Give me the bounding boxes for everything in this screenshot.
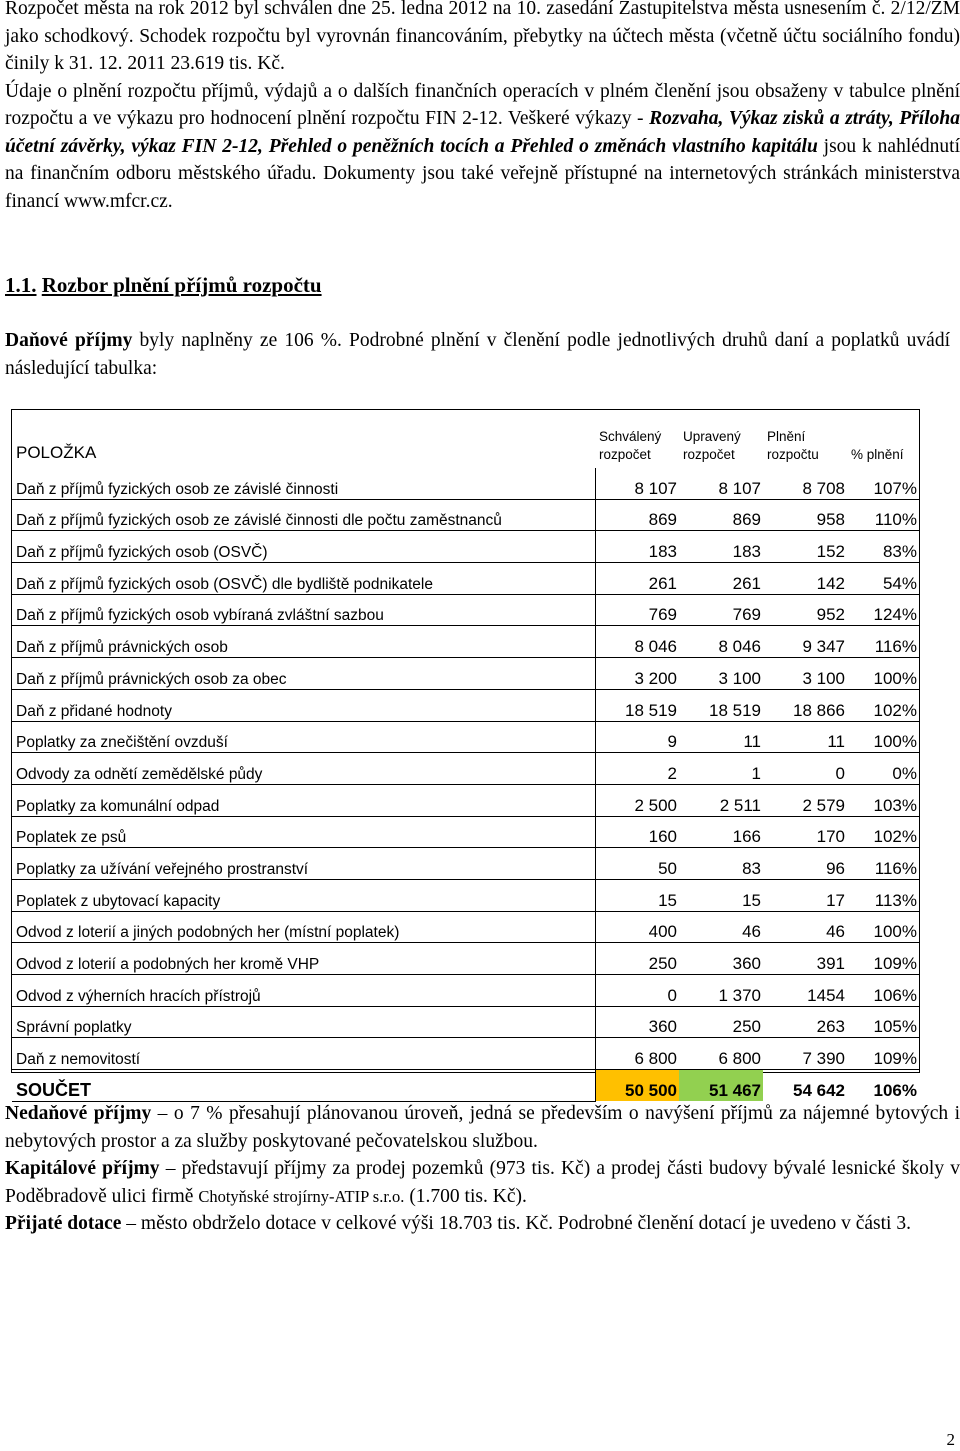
row-upraveny: 3 100	[679, 658, 763, 690]
row-plneni: 952	[763, 594, 847, 626]
tax-table-frame	[11, 409, 920, 1101]
tax-income-label: Daňové příjmy	[5, 330, 133, 351]
table-row	[12, 848, 919, 880]
row-plneni: 263	[763, 1006, 847, 1038]
row-plneni: 3 100	[763, 658, 847, 690]
row-plneni: 0	[763, 753, 847, 785]
intro-text	[5, 0, 960, 215]
row-item-name: Daň z příjmů fyzických osob ze závislé činnosti	[12, 468, 595, 499]
row-schvaleny: 3 200	[595, 658, 679, 690]
row-upraveny: 166	[679, 816, 763, 848]
row-upraveny: 8 107	[679, 468, 763, 499]
row-schvaleny: 869	[595, 499, 679, 531]
row-item-name: Daň z příjmů fyzických osob (OSVČ)	[12, 531, 595, 563]
row-item-name: Poplatek z ubytovací kapacity	[12, 879, 595, 911]
capital-label: Kapitálové příjmy	[5, 1158, 160, 1179]
row-plneni: 11	[763, 721, 847, 753]
row-procento: 100%	[847, 911, 919, 943]
table-row	[12, 1006, 919, 1038]
row-plneni: 7 390	[763, 1038, 847, 1070]
row-item-name: Odvod z loterií a podobných her kromě VHP	[12, 943, 595, 975]
row-schvaleny: 15	[595, 879, 679, 911]
row-plneni: 142	[763, 563, 847, 595]
capital-text: – představují příjmy za prodej pozemků (973 tis. Kč) a prodej části budovy bývalé lesnické školy v Poděbradově ulici firmě	[5, 1158, 960, 1207]
table-row	[12, 721, 919, 753]
grants-text: – město obdrželo dotace v celkové výši 18.703 tis. Kč. Podrobné členění dotací je uvedeno v části 3.	[121, 1213, 911, 1234]
row-plneni: 96	[763, 848, 847, 880]
row-plneni: 1454	[763, 975, 847, 1007]
row-schvaleny: 18 519	[595, 689, 679, 721]
table-row	[12, 563, 919, 595]
row-schvaleny: 160	[595, 816, 679, 848]
non-tax-paragraph	[5, 1100, 960, 1155]
sum-upraveny: 51 467	[679, 1070, 763, 1102]
row-upraveny: 15	[679, 879, 763, 911]
row-item-name: Daň z přidané hodnoty	[12, 689, 595, 721]
row-plneni: 46	[763, 911, 847, 943]
row-procento: 102%	[847, 689, 919, 721]
tax-income-text: byly naplněny ze 106 %. Podrobné plnění v členění podle jednotlivých druhů daní a poplatků uvádí následující tabulka:	[5, 330, 950, 379]
row-plneni: 958	[763, 499, 847, 531]
table-row	[12, 689, 919, 721]
row-schvaleny: 250	[595, 943, 679, 975]
row-upraveny: 8 046	[679, 626, 763, 658]
sum-procento: 106%	[873, 1081, 917, 1101]
row-procento: 83%	[847, 531, 919, 563]
table-row	[12, 499, 919, 531]
report-names: Rozvaha, Výkaz zisků a ztráty, Příloha účetní závěrky, výkaz FIN 2-12, Přehled o peněžních tocích a Přehled o změnách vlastního kapitálu	[5, 108, 960, 157]
grants-label: Přijaté dotace	[5, 1213, 122, 1234]
section-title: Rozbor plnění příjmů rozpočtu	[41, 273, 322, 297]
row-item-name: Daň z příjmů právnických osob za obec	[12, 658, 595, 690]
sum-schvaleny: 50 500	[595, 1070, 679, 1102]
row-schvaleny: 2	[595, 753, 679, 785]
row-upraveny: 18 519	[679, 689, 763, 721]
row-upraveny: 1	[679, 753, 763, 785]
sum-plneni: 54 642	[793, 1081, 845, 1101]
intro-paragraph-2-start: Údaje o plnění rozpočtu příjmů, výdajů a o dalších finančních operacích v plném členění jsou obsaženy v tabulce plnění rozpočtu a ve výkazu pro hodnocení plnění rozpočtu FIN 2-12. Veškeré výkazy -	[5, 80, 960, 129]
row-upraveny: 360	[679, 943, 763, 975]
section-number: 1.1.	[5, 273, 37, 297]
row-schvaleny: 2 500	[595, 784, 679, 816]
row-procento: 102%	[847, 816, 919, 848]
table-sum-row	[12, 1070, 919, 1102]
company-name: Chotyňské strojírny-ATIP s.r.o.	[198, 1186, 405, 1206]
row-item-name: Daň z příjmů fyzických osob ze závislé činnosti dle počtu zaměstnanců	[12, 499, 595, 531]
table-row	[12, 911, 919, 943]
tax-income-paragraph	[5, 327, 950, 382]
row-item-name: Poplatky za komunální odpad	[12, 784, 595, 816]
row-procento: 0%	[847, 753, 919, 785]
row-schvaleny: 6 800	[595, 1038, 679, 1070]
table-row	[12, 879, 919, 911]
row-schvaleny: 261	[595, 563, 679, 595]
grants-paragraph	[5, 1210, 960, 1238]
row-procento: 109%	[847, 943, 919, 975]
row-item-name: Daň z příjmů právnických osob	[12, 626, 595, 658]
non-tax-text: – o 7 % přesahují plánovanou úroveň, jedná se především o navýšení příjmů za nájemné bytových i nebytových prostor a za služby poskytované pečovatelskou službou.	[5, 1103, 960, 1152]
row-upraveny: 6 800	[679, 1038, 763, 1070]
row-item-name: Poplatky za užívání veřejného prostranství	[12, 848, 595, 880]
row-item-name: Odvody za odnětí zemědělské půdy	[12, 753, 595, 785]
section-heading	[5, 272, 322, 298]
header-plneni: Plnění rozpočtu	[767, 429, 819, 462]
row-plneni: 152	[763, 531, 847, 563]
table-row	[12, 1038, 919, 1070]
row-item-name: Daň z příjmů fyzických osob vybíraná zvláštní sazbou	[12, 594, 595, 626]
row-procento: 100%	[847, 658, 919, 690]
table-row	[12, 943, 919, 975]
row-item-name: Daň z nemovitostí	[12, 1038, 595, 1070]
table-row	[12, 753, 919, 785]
row-schvaleny: 0	[595, 975, 679, 1007]
table-header-row	[12, 410, 919, 468]
row-item-name: Odvod z loterií a jiných podobných her (místní poplatek)	[12, 911, 595, 943]
table-row	[12, 975, 919, 1007]
row-schvaleny: 400	[595, 911, 679, 943]
row-schvaleny: 769	[595, 594, 679, 626]
row-upraveny: 46	[679, 911, 763, 943]
row-schvaleny: 183	[595, 531, 679, 563]
row-procento: 116%	[847, 626, 919, 658]
row-upraveny: 11	[679, 721, 763, 753]
row-procento: 110%	[847, 499, 919, 531]
row-procento: 105%	[847, 1006, 919, 1038]
row-schvaleny: 8 107	[595, 468, 679, 499]
capital-text-end: (1.700 tis. Kč).	[404, 1185, 527, 1207]
header-upraveny: Upravený rozpočet	[683, 429, 741, 462]
row-procento: 103%	[847, 784, 919, 816]
table-row	[12, 626, 919, 658]
row-procento: 54%	[847, 563, 919, 595]
row-item-name: Správní poplatky	[12, 1006, 595, 1038]
non-tax-label: Nedaňové příjmy	[5, 1103, 152, 1124]
row-plneni: 2 579	[763, 784, 847, 816]
row-item-name: Poplatky za znečištění ovzduší	[12, 721, 595, 753]
after-table-text	[5, 1100, 960, 1238]
header-polozka: POLOŽKA	[16, 443, 97, 462]
intro-paragraph-2-end: jsou k nahlédnutí na finančním odboru městského úřadu. Dokumenty jsou také veřejně přístupné na internetových stránkách ministerstva financí www.mfcr.cz.	[5, 135, 960, 212]
row-item-name: Poplatek ze psů	[12, 816, 595, 848]
row-procento: 124%	[847, 594, 919, 626]
row-schvaleny: 9	[595, 721, 679, 753]
table-row	[12, 468, 919, 499]
sum-label: SOUČET	[12, 1070, 595, 1102]
table-row	[12, 784, 919, 816]
page-number: 2	[946, 1430, 955, 1449]
table-row	[12, 594, 919, 626]
row-upraveny: 2 511	[679, 784, 763, 816]
tax-income-table	[12, 410, 919, 1102]
row-plneni: 8 708	[763, 468, 847, 499]
row-upraveny: 83	[679, 848, 763, 880]
row-procento: 106%	[847, 975, 919, 1007]
row-plneni: 391	[763, 943, 847, 975]
row-upraveny: 183	[679, 531, 763, 563]
header-schvaleny: Schválený rozpočet	[599, 429, 662, 462]
row-plneni: 18 866	[763, 689, 847, 721]
table-row	[12, 658, 919, 690]
row-plneni: 17	[763, 879, 847, 911]
row-schvaleny: 50	[595, 848, 679, 880]
row-upraveny: 250	[679, 1006, 763, 1038]
row-procento: 116%	[847, 848, 919, 880]
capital-paragraph	[5, 1155, 960, 1210]
row-procento: 109%	[847, 1038, 919, 1070]
row-procento: 113%	[847, 879, 919, 911]
intro-paragraph-1: Rozpočet města na rok 2012 byl schválen dne 25. ledna 2012 na 10. zasedání Zastupitelstva města usnesením č. 2/12/ZM jako schodkový. Schodek rozpočtu byl vyrovnán financováním, přebytky na účtech města (včetně účtu sociálního fondu) činily k 31. 12. 2011 23.619 tis. Kč.	[5, 0, 960, 74]
table-row	[12, 816, 919, 848]
row-upraveny: 261	[679, 563, 763, 595]
row-item-name: Odvod z výherních hracích přístrojů	[12, 975, 595, 1007]
header-procento: % plnění	[851, 447, 904, 462]
row-upraveny: 1 370	[679, 975, 763, 1007]
row-schvaleny: 8 046	[595, 626, 679, 658]
row-plneni: 9 347	[763, 626, 847, 658]
row-item-name: Daň z příjmů fyzických osob (OSVČ) dle bydliště podnikatele	[12, 563, 595, 595]
row-schvaleny: 360	[595, 1006, 679, 1038]
row-procento: 100%	[847, 721, 919, 753]
row-plneni: 170	[763, 816, 847, 848]
row-upraveny: 869	[679, 499, 763, 531]
row-procento: 107%	[847, 468, 919, 499]
table-row	[12, 531, 919, 563]
row-upraveny: 769	[679, 594, 763, 626]
intro-paragraph-2	[5, 78, 960, 216]
